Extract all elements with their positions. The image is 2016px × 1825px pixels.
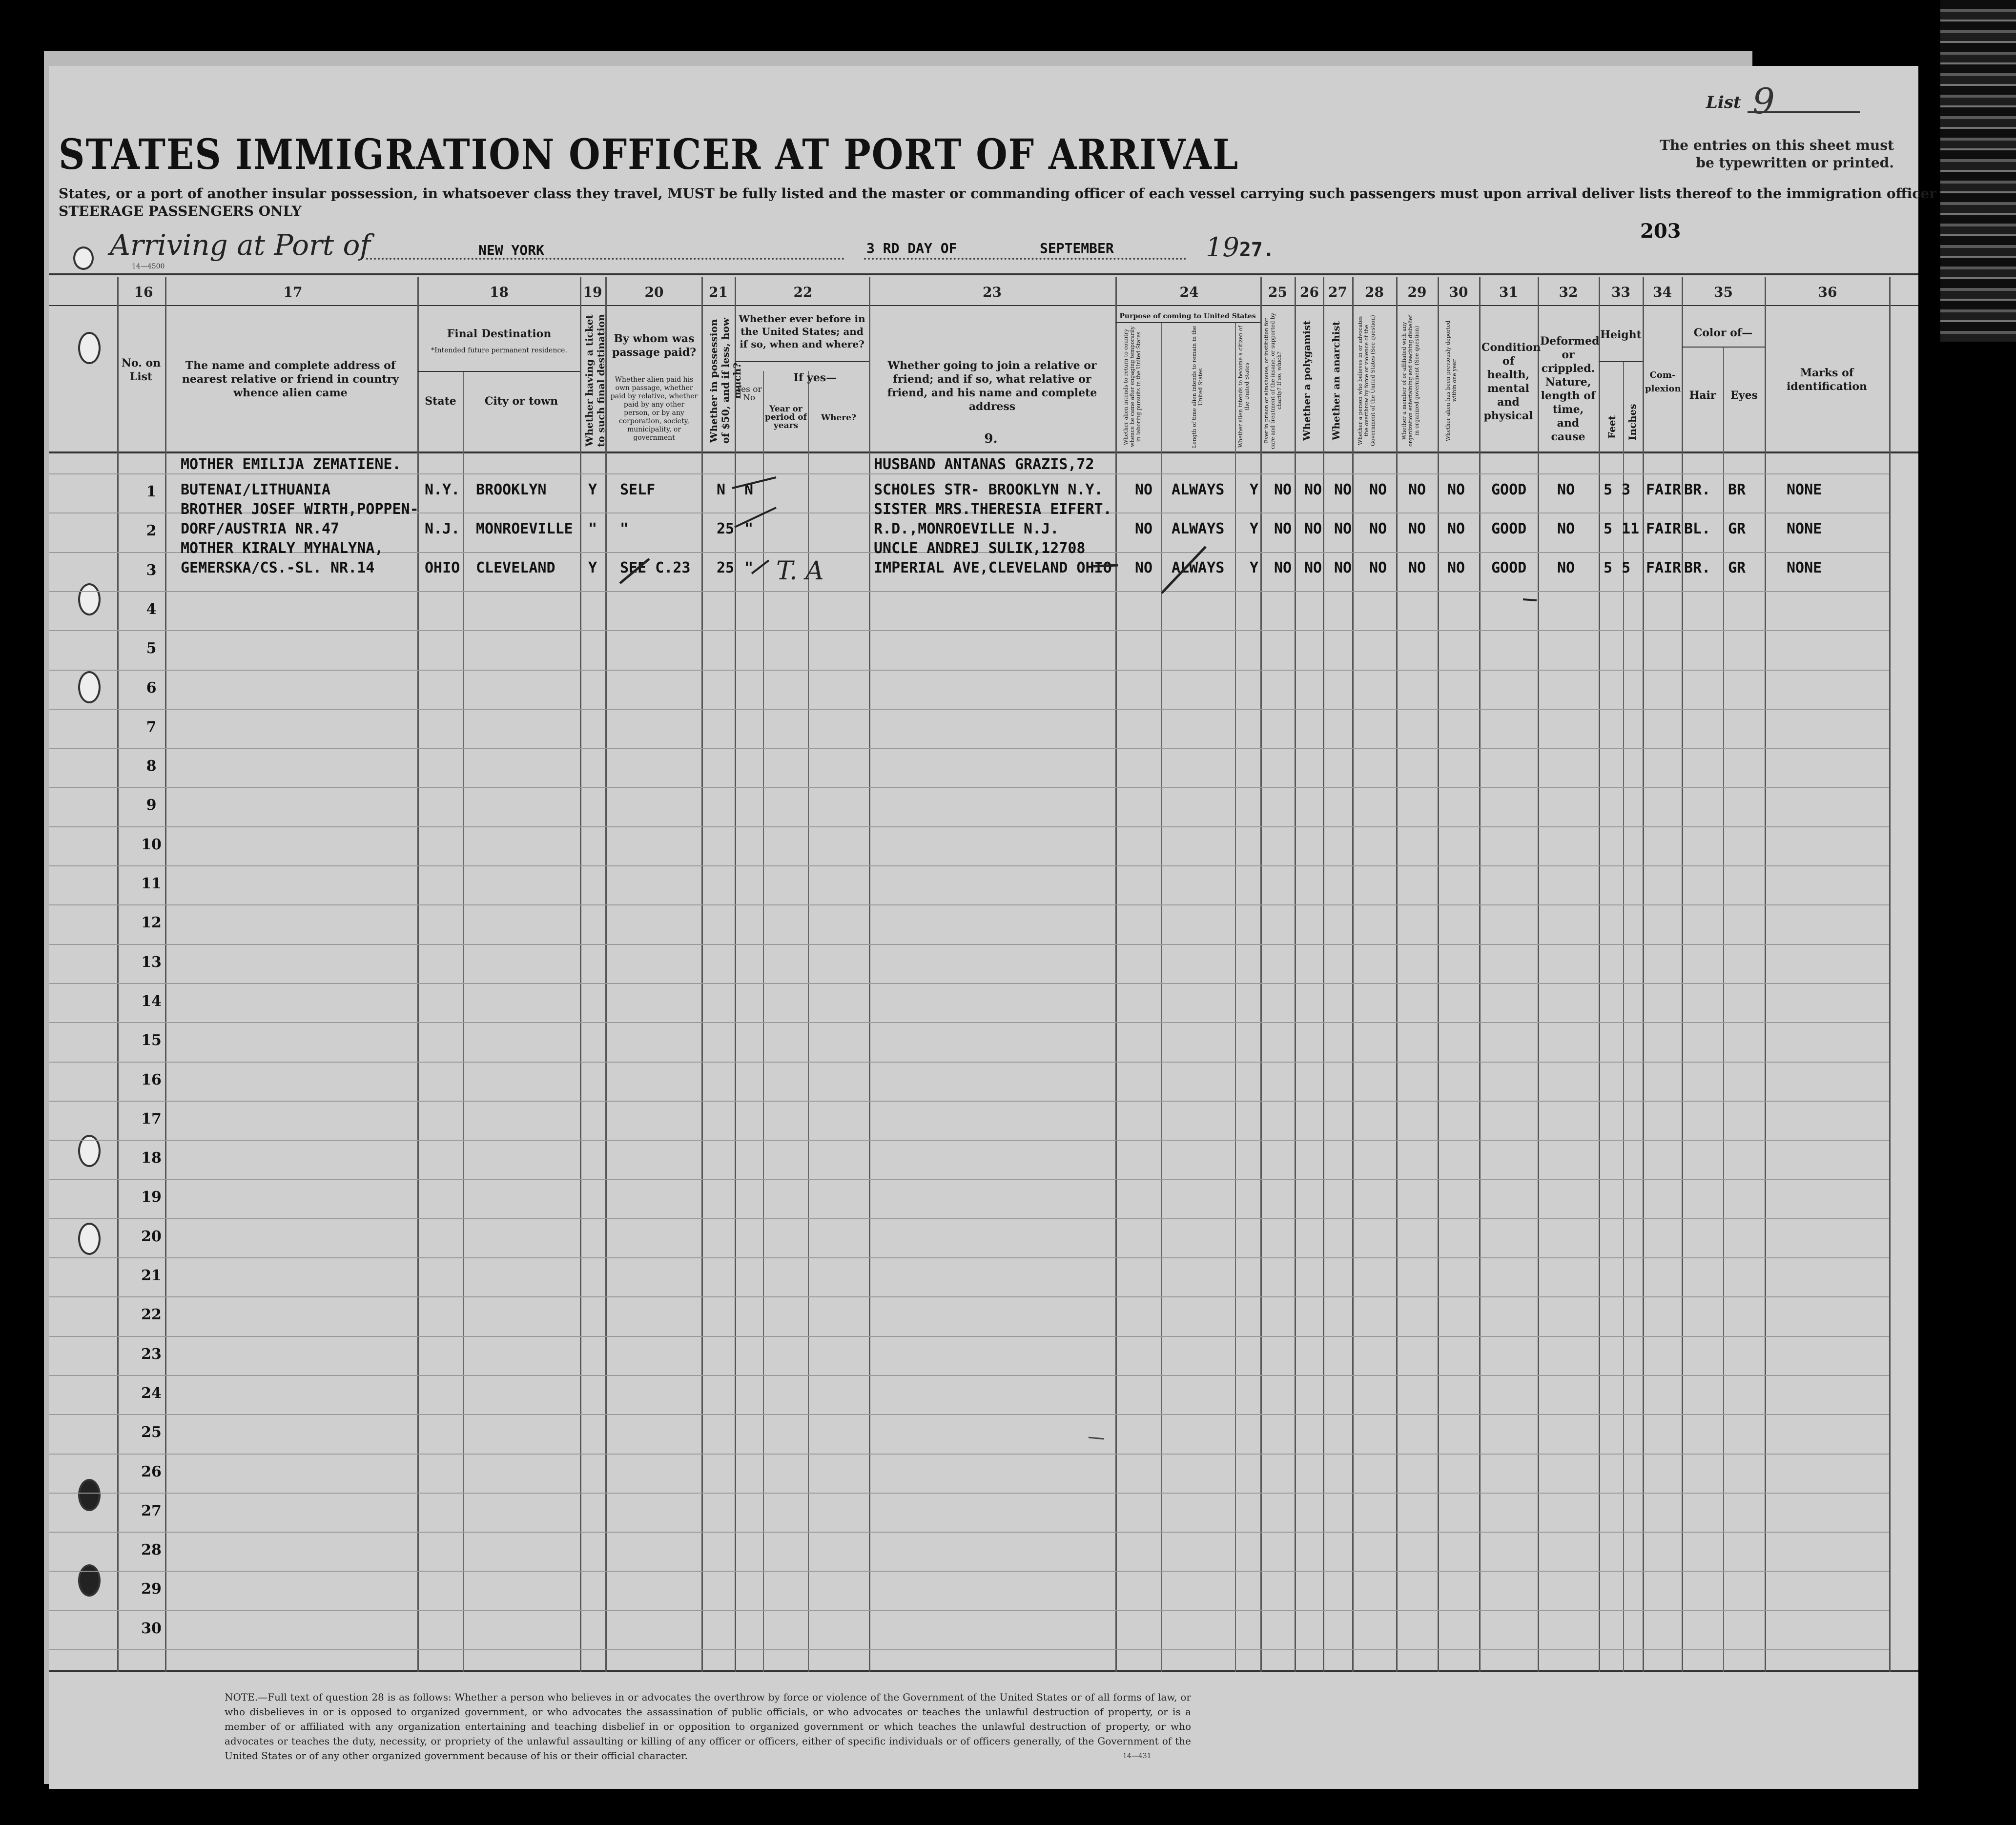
row-number: 18 [141, 1149, 162, 1167]
header-yes-no: Yes or No [736, 385, 762, 403]
column-number: 21 [709, 284, 728, 300]
cell-hair: BL. [1684, 520, 1711, 537]
cell-inches: 5 [1622, 559, 1631, 576]
cell-q30: NO [1447, 520, 1465, 537]
cell-anarchist: NO [1334, 481, 1352, 498]
cell-eyes: GR [1728, 520, 1746, 537]
cell-state: N.Y. [425, 481, 460, 498]
header-purpose: Purpose of coming to United States [1119, 312, 1256, 320]
cell-complexion: FAIR [1646, 520, 1682, 537]
cell-relative-2: BUTENAI/LITHUANIA [181, 481, 331, 498]
check-mark [732, 477, 776, 488]
cell-feet: 5 [1604, 481, 1613, 498]
cell-eyes: GR [1728, 559, 1746, 576]
row-number: 5 [146, 640, 157, 657]
header-if-yes: If yes— [793, 371, 837, 384]
entries-note-line: be typewritten or printed. [1696, 155, 1894, 171]
row-number: 17 [141, 1110, 162, 1128]
cell-feet: 5 [1604, 559, 1613, 576]
cell-prison: NO [1274, 481, 1292, 498]
header-no-on-list: No. on List [121, 357, 161, 383]
header-inches: Inches [1626, 404, 1638, 441]
cell-before: " [744, 520, 754, 537]
header-prison: Ever in prison or almshouse, or institution for care and treatment of the insane, or supported by charity? If so, which? [1263, 312, 1282, 449]
steerage-label: STEERAGE PASSENGERS ONLY [59, 203, 302, 219]
cell-polygamist: NO [1304, 520, 1322, 537]
column-number: 36 [1818, 284, 1837, 300]
header-joining: Whether going to join a relative or friend; and if so, what relative or friend, and his name and complete address [887, 359, 1097, 413]
row-number: 29 [141, 1580, 162, 1598]
header-hair: Hair [1689, 389, 1716, 402]
row-number: 24 [141, 1385, 162, 1402]
row-number: 15 [141, 1032, 162, 1049]
cell-health: GOOD [1491, 481, 1527, 498]
cell-q29: NO [1408, 520, 1426, 537]
header-joining-ref: 9. [984, 431, 998, 446]
arrival-month: SEPTEMBER [1040, 240, 1114, 256]
cell-hair: BR. [1684, 559, 1711, 576]
cell-q28: NO [1369, 520, 1387, 537]
header-passage-note: Whether alien paid his own passage, whether paid by relative, whether paid by any other person, or by any corporation, society, municipality, or government [610, 376, 698, 442]
cell-city: CLEVELAND [476, 559, 555, 576]
cell-money: N [717, 481, 726, 498]
row-number: 25 [141, 1424, 162, 1441]
cell-length: ALWAYS [1172, 520, 1225, 537]
cell-return: NO [1135, 481, 1153, 498]
header-complexion: Com-plexion [1645, 370, 1681, 394]
column-number: 20 [644, 284, 664, 300]
column-number: 33 [1611, 284, 1630, 300]
cell-city: MONROEVILLE [476, 520, 573, 537]
column-number: 35 [1714, 284, 1733, 300]
header-purpose-length: Length of time alien intends to remain in the United States [1191, 326, 1204, 448]
header-final-destination: Final Destination [447, 328, 552, 340]
row-number: 28 [141, 1541, 162, 1558]
row-number: 27 [141, 1502, 162, 1519]
cell-q28: NO [1369, 559, 1387, 576]
column-number: 19 [583, 284, 602, 300]
cell-marks: NONE [1787, 559, 1822, 576]
year-suffix: 27. [1239, 239, 1275, 261]
cell-prison: NO [1274, 559, 1292, 576]
cell-hair: BR. [1684, 481, 1711, 498]
cell-relative-1: MOTHER EMILIJA ZEMATIENE. [181, 456, 401, 473]
arrival-day: 3 RD DAY OF [866, 240, 957, 256]
row-number: 9 [146, 797, 157, 814]
cell-relative-1: MOTHER KIRALY MYHALYNA, [181, 540, 384, 557]
row-number: 13 [141, 954, 162, 971]
cell-polygamist: NO [1304, 481, 1322, 498]
header-eyes: Eyes [1730, 389, 1758, 402]
cell-return: NO [1135, 559, 1153, 576]
row-number: 1 [146, 483, 157, 500]
header-q29: Whether a member of or affiliated with any organization entertaining and teaching disbelief in organized government (See question) [1401, 315, 1420, 447]
row-number: 26 [141, 1463, 162, 1480]
header-anarchist: Whether an anarchist [1330, 321, 1342, 441]
cell-joining-1: HUSBAND ANTANAS GRAZIS,72 [874, 456, 1094, 473]
cell-deformed: NO [1557, 559, 1575, 576]
row-number: 23 [141, 1346, 162, 1363]
year-prefix: 19 [1206, 232, 1239, 263]
header-height: Height [1600, 328, 1642, 341]
header-relative-address: The name and complete address of nearest relative or friend in country whence alien came [182, 359, 399, 399]
cell-inches: 3 [1622, 481, 1631, 498]
row-number: 16 [141, 1071, 162, 1088]
cell-q28: NO [1369, 481, 1387, 498]
row-number: 7 [146, 718, 157, 736]
column-number: 31 [1499, 284, 1518, 300]
cell-joining-1: SISTER MRS.THERESIA EIFERT. [874, 501, 1112, 518]
header-health: Condition of health, mental and physical [1481, 341, 1541, 422]
cell-deformed: NO [1557, 481, 1575, 498]
header-q30: Whether alien has been previously deported within one year [1445, 320, 1458, 441]
row-number: 12 [141, 914, 162, 931]
header-year-period: Year or period of years [765, 404, 807, 431]
cell-passage: " [620, 520, 629, 537]
row-number: 21 [141, 1267, 162, 1284]
row-number: 11 [141, 875, 162, 892]
cell-complexion: FAIR [1646, 481, 1682, 498]
list-number: 9 [1752, 81, 1775, 122]
check-mark [1093, 565, 1118, 566]
cell-city: BROOKLYN [476, 481, 547, 498]
row-number: 30 [141, 1620, 162, 1637]
cell-marks: NONE [1787, 481, 1822, 498]
sheet-number: 203 [1640, 220, 1681, 243]
check-mark [1162, 547, 1206, 593]
cell-citizen: Y [1250, 559, 1259, 576]
header-where: Where? [821, 413, 856, 423]
cell-eyes: BR [1728, 481, 1746, 498]
cell-citizen: Y [1250, 520, 1259, 537]
header-polygamist: Whether a polygamist [1301, 320, 1313, 441]
cell-prison: NO [1274, 520, 1292, 537]
column-number: 32 [1559, 284, 1578, 300]
column-number: 17 [283, 284, 303, 300]
column-number: 18 [490, 284, 509, 300]
column-number: 29 [1407, 284, 1427, 300]
header-city: City or town [484, 395, 558, 408]
cell-ticket: Y [588, 559, 597, 576]
list-label: List [1706, 93, 1741, 112]
column-number: 34 [1653, 284, 1672, 300]
row-number: 8 [146, 758, 157, 775]
cell-relative-2: GEMERSKA/CS.-SL. NR.14 [181, 559, 375, 576]
cell-length: ALWAYS [1172, 481, 1225, 498]
cell-q29: NO [1408, 559, 1426, 576]
row-number: 14 [141, 993, 162, 1010]
cell-passage: SEE C.23 [620, 559, 691, 576]
header-possession: Whether in possession of $50, and if less, how much? [708, 317, 743, 444]
column-number: 28 [1365, 284, 1384, 300]
row-number: 2 [146, 522, 157, 539]
cell-polygamist: NO [1304, 559, 1322, 576]
column-number: 24 [1179, 284, 1199, 300]
cell-before: " [744, 559, 754, 576]
row-number: 4 [146, 601, 157, 618]
cell-complexion: FAIR [1646, 559, 1682, 576]
header-passage: By whom was passage paid? [612, 332, 696, 359]
header-purpose-citizen: Whether alien intends to become a citizen of the United States [1237, 326, 1250, 448]
header-marks: Marks of identification [1786, 367, 1868, 393]
header-ticket: Whether having a ticket to such final destination [583, 314, 607, 448]
cell-joining-2: SCHOLES STR- BROOKLYN N.Y. [874, 481, 1103, 498]
cell-joining-2: IMPERIAL AVE,CLEVELAND OHIO [874, 559, 1112, 576]
cell-anarchist: NO [1334, 559, 1352, 576]
cell-q29: NO [1408, 481, 1426, 498]
row-number: 22 [141, 1306, 162, 1323]
cell-relative-1: BROTHER JOSEF WIRTH,POPPEN- [181, 501, 419, 518]
header-state: State [425, 395, 456, 408]
row-number: 19 [141, 1189, 162, 1206]
footer-note: NOTE.—Full text of question 28 is as follows: Whether a person who believes in or advocates the overthrow by force or violence of the Government of the United States or of all forms of law, or who disbelieves in or is opposed to organized government, or who advocates the assassination of public officials, or who advocates or teaches the unlawful destruction of property, or is a member of or affiliated with any organization entertaining and teaching disbelief in or opposition to organized government or which teaches the unlawful destruction of property, or who advocates or teaches the duty, necessity, or propriety of the unlawful assaulting or killing of any officer or officers, either of specific individuals or of officers generally, of the Government of the United States or of any other organized government because of his or their official character. [225, 1691, 1191, 1762]
row-number: 10 [141, 836, 162, 853]
cell-joining-2: R.D.,MONROEVILLE N.J. [874, 520, 1059, 537]
cell-marks: NONE [1787, 520, 1822, 537]
check-mark [620, 559, 649, 583]
column-number: 26 [1300, 284, 1319, 300]
arrival-port: NEW YORK [478, 242, 544, 258]
cell-feet: 5 [1604, 520, 1613, 537]
cell-state: N.J. [425, 520, 460, 537]
cell-state: OHIO [425, 559, 460, 576]
header-color-of: Color of— [1693, 327, 1753, 339]
column-number: 27 [1328, 284, 1347, 300]
column-number: 16 [134, 284, 153, 300]
header-q28: Whether a person who believes in or advocates the overthrow by force or violence of the Government of the United States (See question) [1357, 315, 1376, 447]
handwritten-note: T. A [776, 556, 824, 586]
cell-anarchist: NO [1334, 520, 1352, 537]
entries-note-line: The entries on this sheet must [1660, 137, 1894, 153]
header-feet: Feet [1606, 415, 1618, 439]
cell-money: 25 [717, 520, 735, 537]
cell-q30: NO [1447, 559, 1465, 576]
row-number: 6 [146, 679, 157, 697]
header-before-us: Whether ever before in the United States; and if so, when and where? [739, 313, 865, 350]
cell-length: ALWAYS [1172, 559, 1225, 576]
cell-return: NO [1135, 520, 1153, 537]
cell-joining-1: UNCLE ANDREJ SULIK,12708 [874, 540, 1086, 557]
page-title: STATES IMMIGRATION OFFICER AT PORT OF ARRIVAL [59, 131, 1239, 179]
instructions-text: States, or a port of another insular possession, in whatsoever class they travel, MUST be fully listed and the master or commanding officer of each vessel carrying such passengers must upon arrival deliver lists thereof to the immigration officer [59, 185, 1936, 202]
cell-relative-2: DORF/AUSTRIA NR.47 [181, 520, 340, 537]
column-number: 23 [983, 284, 1002, 300]
arriving-label: Arriving at Port of [110, 228, 370, 262]
cell-inches: 11 [1622, 520, 1640, 537]
cell-ticket: " [588, 520, 597, 537]
footer-code: 14—431 [1123, 1752, 1152, 1760]
row-number: 3 [146, 562, 157, 579]
cell-health: GOOD [1491, 559, 1527, 576]
cell-q30: NO [1447, 481, 1465, 498]
cell-citizen: Y [1250, 481, 1259, 498]
cell-passage: SELF [620, 481, 656, 498]
header-purpose-return: Whether alien intends to return to country whence he came after engaging temporarily in laboring pursuits in the United States [1123, 326, 1142, 448]
cell-before: N [744, 481, 754, 498]
check-mark [1523, 599, 1537, 600]
header-deformed: Deformed or crippled. Nature, length of time, and cause [1540, 335, 1600, 443]
cell-deformed: NO [1557, 520, 1575, 537]
column-number: 25 [1268, 284, 1287, 300]
column-number: 30 [1449, 284, 1468, 300]
row-number: 20 [141, 1228, 162, 1245]
cell-health: GOOD [1491, 520, 1527, 537]
column-number: 22 [793, 284, 813, 300]
check-mark [752, 560, 769, 574]
header-final-destination-note: *Intended future permanent residence. [431, 347, 567, 354]
cell-money: 25 [717, 559, 735, 576]
form-code: 14—4500 [132, 263, 165, 270]
check-mark [1089, 1437, 1104, 1439]
check-mark [735, 508, 776, 527]
cell-ticket: Y [588, 481, 597, 498]
